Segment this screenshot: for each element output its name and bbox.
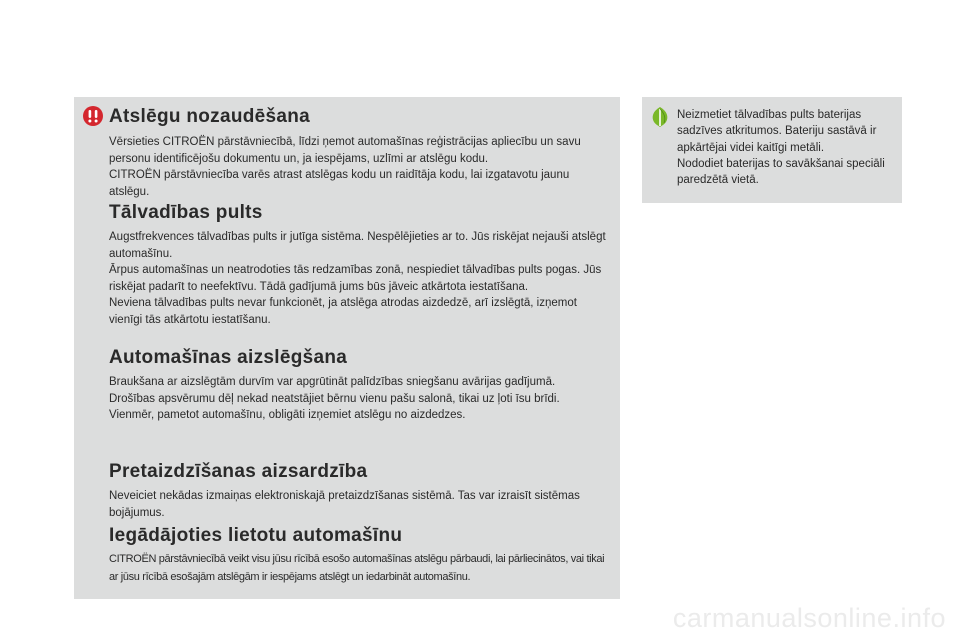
section-body-lost-keys <box>109 134 609 200</box>
paragraph: CITROËN pārstāvniecība varēs atrast atslēgas kodu un raidītāja kodu, lai izgatavotu jaunu atslēgu. <box>109 169 570 198</box>
paragraph: Neizmetiet tālvadības pults baterijas sadzīves atkritumos. Bateriju sastāvā ir apkārtējai videi kaitīgi metāli. <box>677 109 877 154</box>
paragraph: Ārpus automašīnas un neatrodoties tās redzamības zonā, nespiediet tālvadības pults pogas. Jūs riskējat padarīt to neefektīvu. Tādā gadījumā jums būs jāveic atkārtota iestatīšana. <box>109 264 602 293</box>
paragraph: Braukšana ar aizslēgtām durvīm var apgrūtināt palīdzības sniegšanu avārijas gadījumā. <box>109 376 556 388</box>
section-title-remote-control: Tālvadības pults <box>109 202 263 223</box>
section-body-anti-theft <box>109 488 609 521</box>
paragraph: CITROËN pārstāvniecībā veikt visu jūsu rīcībā esošo automašīnas atslēgu pārbaudi, lai pārliecinātos, vai tikai ar jūsu rīcībā esošajām atslēgām ir iespējams atslēgt un iedarbināt automašīnu. <box>109 553 605 583</box>
section-title-vehicle-locking: Automašīnas aizslēgšana <box>109 347 348 368</box>
paragraph: Nododiet baterijas to savākšanai speciāli paredzētā vietā. <box>677 157 885 187</box>
section-body-vehicle-locking <box>109 374 609 424</box>
watermark: carmanualsonline.info <box>672 603 946 633</box>
section-title-used-vehicle: Iegādājoties lietotu automašīnu <box>109 525 403 546</box>
paragraph: Drošības apsvērumu dēļ nekad neatstājiet bērnu vienu pašu salonā, tikai uz ļoti īsu brīdi. <box>109 392 560 405</box>
paragraph: Augstfrekvences tālvadības pults ir jutīga sistēma. Nespēlējieties ar to. Jūs riskējat nejauši atslēgt automašīnu. <box>109 231 606 260</box>
paragraph: Neviena tālvadības pults nevar funkcionēt, ja atslēga atrodas aizdedzē, arī izslēgtā, izņemot vienīgi tās atkārtotu iestatīšanu. <box>109 297 577 326</box>
section-body-used-vehicle <box>109 550 609 586</box>
paragraph: Vērsieties CITROËN pārstāvniecībā, līdzi ņemot automašīnas reģistrācijas apliecību un savu personu identificējošu dokumentu un, ja iespējams, uzlīmi ar atslēgu kodu. <box>109 136 581 165</box>
section-title-anti-theft: Pretaizdzīšanas aizsardzība <box>109 461 368 482</box>
paragraph: Neveiciet nekādas izmaiņas elektroniskajā pretaizdzīšanas sistēmā. Tas var izraisīt sistēmas bojājumus. <box>109 490 580 519</box>
paragraph: Vienmēr, pametot automašīnu, obligāti izņemiet atslēgu no aizdedzes. <box>109 409 466 422</box>
section-body-remote-control <box>109 229 609 329</box>
warning-icon <box>83 106 103 126</box>
eco-leaf-icon <box>650 106 670 128</box>
section-title-lost-keys: Atslēgu nozaudēšana <box>109 106 311 127</box>
battery-disposal-note <box>677 107 897 188</box>
